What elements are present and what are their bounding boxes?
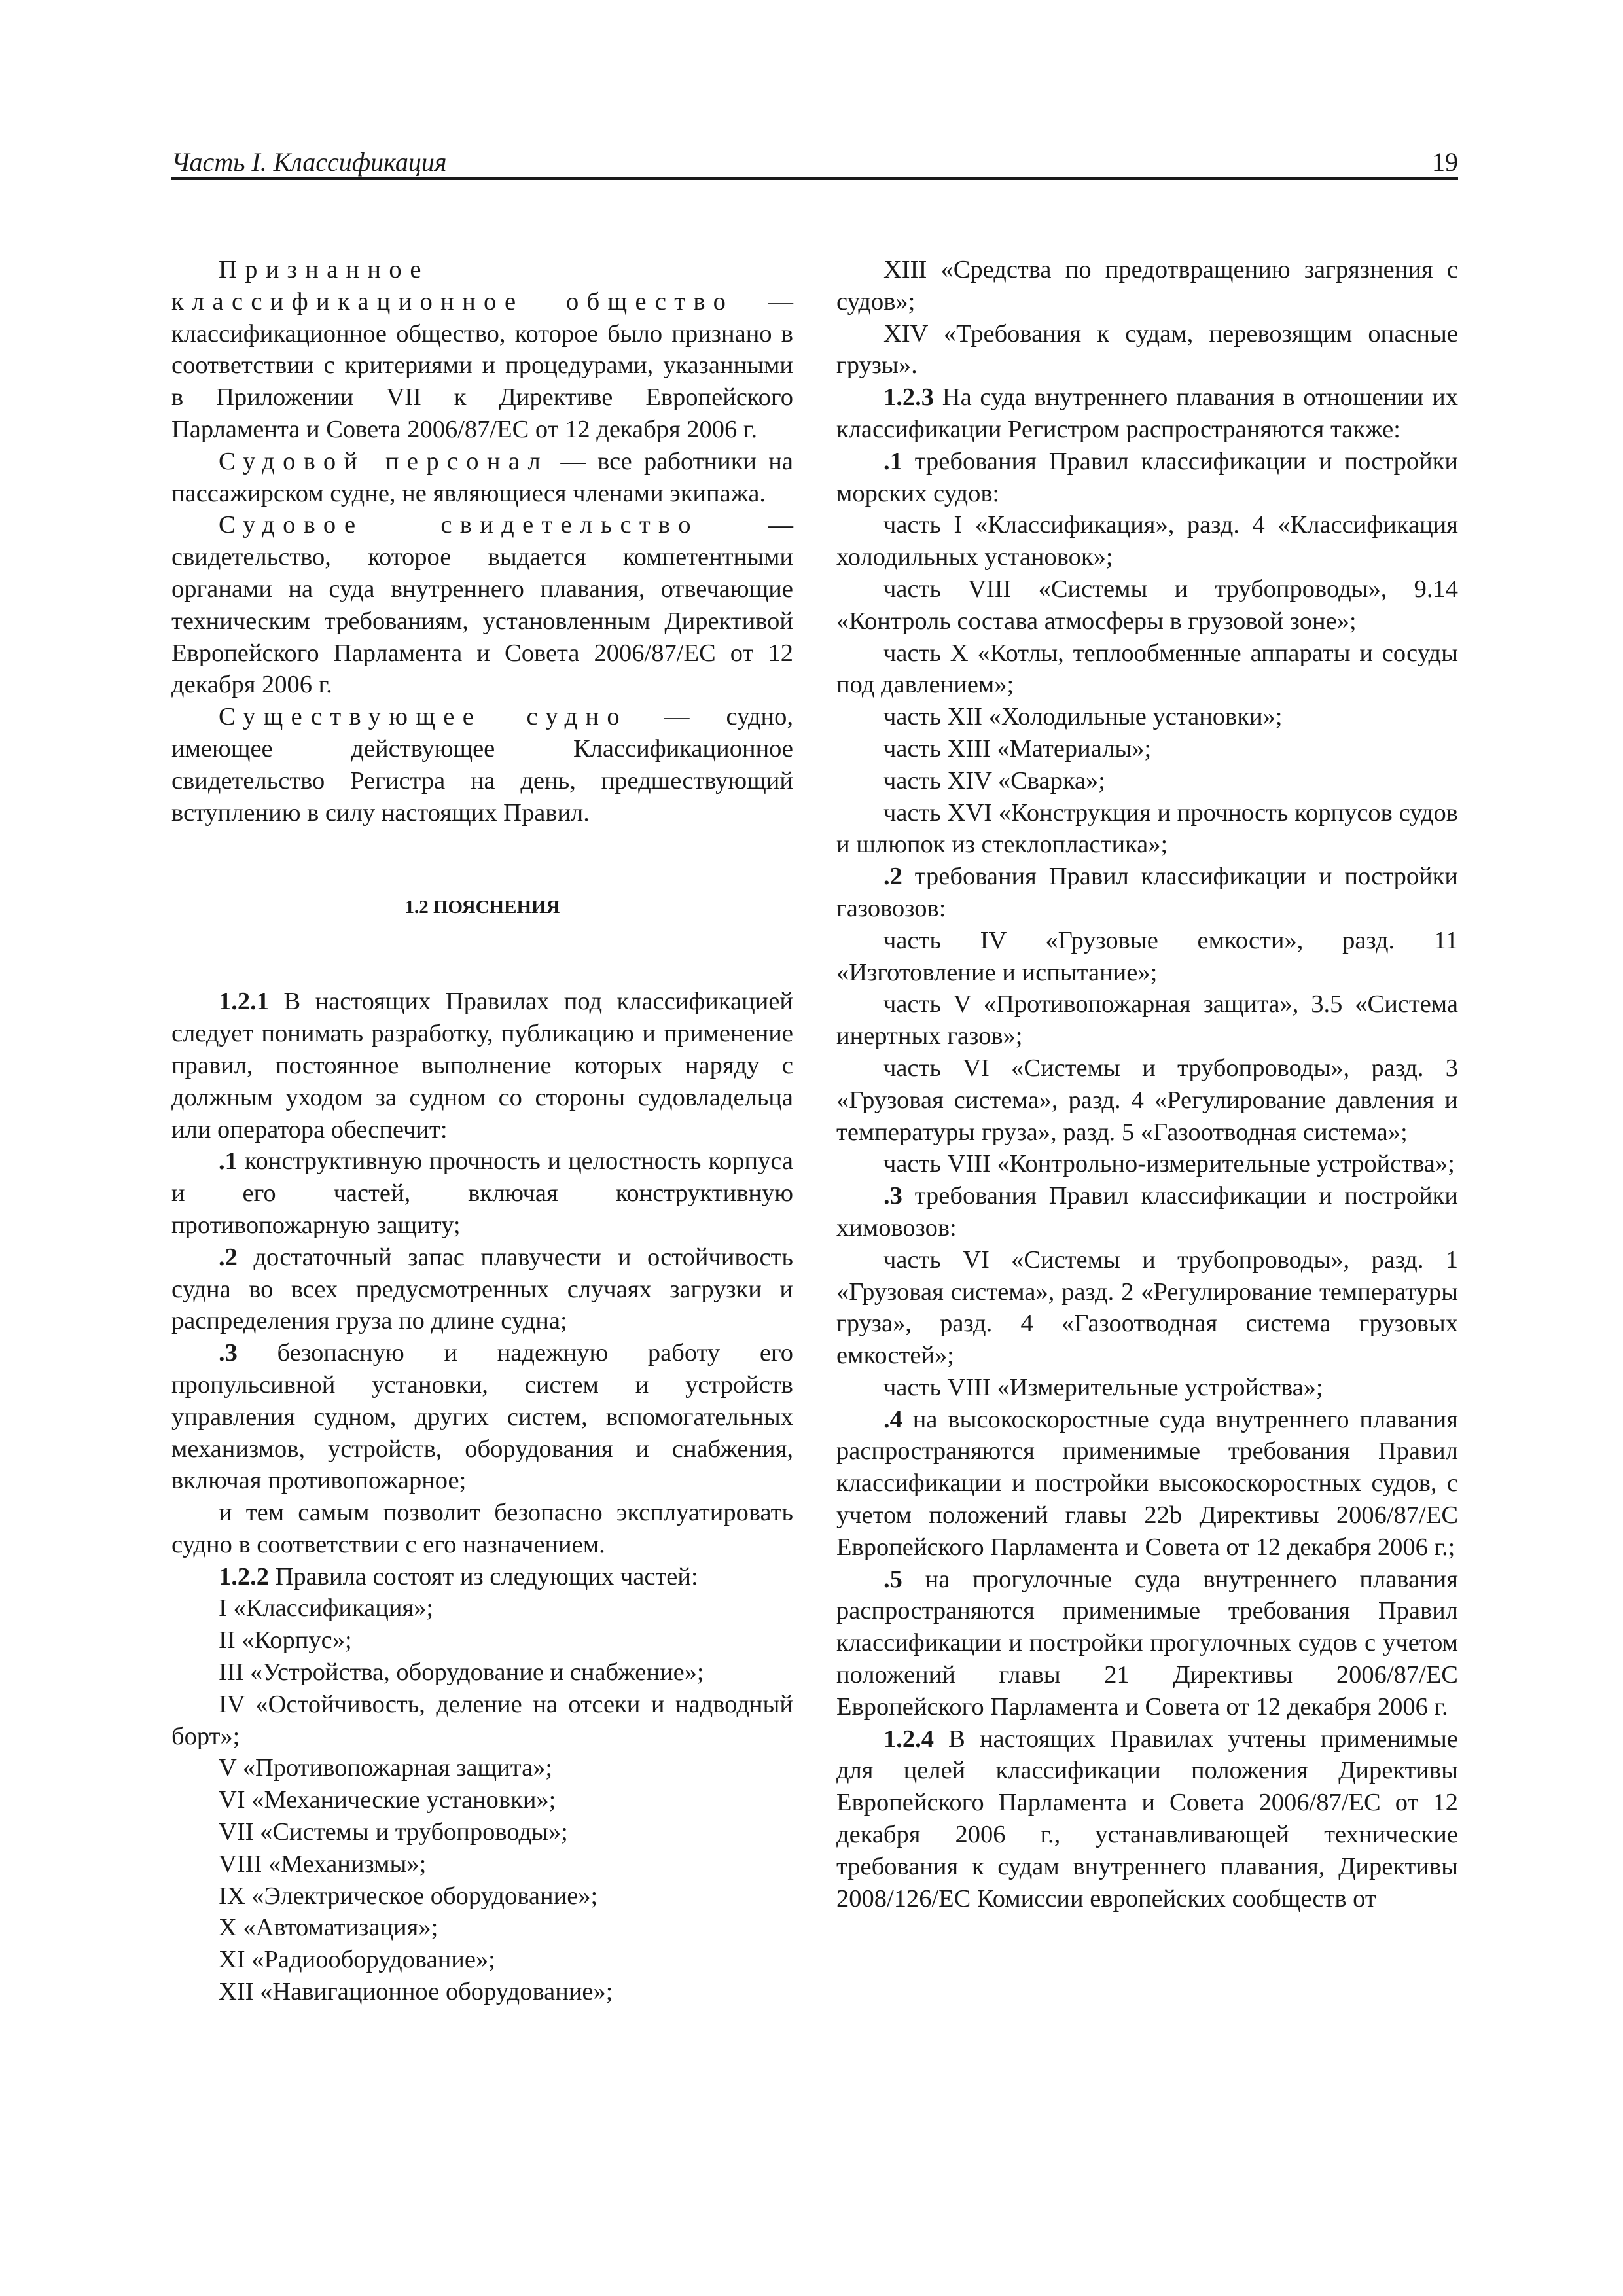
item-text: требования Правил классификации и постройки химовозов:	[836, 1182, 1458, 1242]
clause-text: На суда внутреннего плавания в отношении их классификации Регистром распространяются также:	[836, 384, 1458, 443]
sub-list-item: часть VIII «Контрольно-измерительные устройства»;	[883, 1150, 1455, 1178]
sub-list-item: часть XIII «Материалы»;	[883, 734, 1152, 762]
item-text: конструктивную прочность и целостность корпуса и его частей, включая конструктивную противопожарную защиту;	[171, 1147, 793, 1239]
spacer	[171, 829, 793, 891]
sub-list-item: часть VI «Системы и трубопроводы», разд. 1 «Грузовая система», разд. 2 «Регулирование температуры груза», разд. 4 «Газоотводная система грузовых емкостей»;	[836, 1246, 1458, 1370]
sub-list-item: часть X «Котлы, теплообменные аппараты и сосуды под давлением»;	[836, 639, 1458, 699]
part-list-item: IX «Электрическое оборудование»;	[219, 1882, 598, 1910]
definition-paragraph	[171, 446, 793, 510]
sub-list-item: часть XIV «Сварка»;	[883, 766, 1105, 795]
item-text: безопасную и надежную работу его пропульсивной установки, систем и устройств управления судном, других систем, вспомогательных механизмов, устройств, оборудования и снабжения, включая противопожарное;	[171, 1339, 793, 1495]
item-text: на прогулочные суда внутреннего плавания распространяются применимые требования Правил классификации и постройки прогулочных судов с учетом положений главы 21 Директивы 2006/87/ЕС Европейского Парламента и Совета от 12 декабря 2006 г.	[836, 1565, 1458, 1721]
definition-text: — классификационное общество, которое было признано в соответствии с критериями и процедурами, указанными в Приложении VII к Директиве Европейского Парламента и Совета 2006/87/ЕС от 12 декабря 2006 г.	[171, 287, 794, 443]
clause-number: 1.2.4	[883, 1725, 934, 1753]
list-item	[171, 1337, 793, 1497]
sub-list-item: часть VIII «Системы и трубопроводы», 9.14 «Контроль состава атмосферы в грузовой зоне»;	[836, 575, 1458, 635]
item-number: .5	[883, 1565, 902, 1593]
sub-list-item: часть XII «Холодильные установки»;	[883, 703, 1283, 731]
list-item	[836, 861, 1458, 925]
clause-paragraph	[836, 382, 1458, 446]
sub-list-item: часть VI «Системы и трубопроводы», разд. 3 «Грузовая система», разд. 4 «Регулирование давления и температуры груза», разд. 5 «Газоотводная система»;	[836, 1054, 1458, 1146]
item-text: требования Правил классификации и постройки газовозов:	[836, 863, 1458, 922]
part-list-item: IV «Остойчивость, деление на отсеки и надводный борт»;	[171, 1690, 793, 1750]
definition-text: — судно, имеющее действующее Классификационное свидетельство Регистра на день, предшествующий вступлению в силу настоящих Правил.	[171, 703, 793, 827]
definition-paragraph	[171, 254, 793, 446]
clause-text: В настоящих Правилах учтены применимые для целей классификации положения Директивы Европейского Парламента и Совета 2006/87/ЕС от 12 декабря 2006 г., устанавливающей технические требования к судам внутреннего плавания, Директивы 2008/126/ЕС Комиссии европейских сообществ от	[836, 1725, 1458, 1912]
list-item	[836, 1404, 1458, 1564]
item-text: на высокоскоростные суда внутреннего плавания распространяются применимые требования Правил классификации и постройки высокоскоростных судов, с учетом положений главы 22b Директивы 2006/87/ЕС Европейского Парламента и Совета от 12 декабря 2006 г.;	[836, 1405, 1458, 1561]
part-list-item: VI «Механические установки»;	[219, 1786, 556, 1814]
sub-list-item: часть XVI «Конструкция и прочность корпусов судов и шлюпок из стеклопластика»;	[836, 798, 1458, 859]
defined-term: Существующее судно	[219, 703, 628, 731]
item-number: .1	[883, 447, 902, 475]
defined-term: Судовой персонал	[219, 447, 549, 475]
page-number: 19	[1432, 147, 1458, 177]
part-list-item: XII «Навигационное оборудование»;	[219, 1978, 613, 2006]
definition-paragraph	[171, 509, 793, 701]
header-rule	[171, 177, 1458, 180]
right-column	[836, 254, 1458, 1914]
list-item	[836, 446, 1458, 510]
sub-list-item: часть VIII «Измерительные устройства»;	[883, 1373, 1323, 1401]
list-item	[171, 1242, 793, 1337]
item-number: .2	[219, 1243, 238, 1271]
part-list-item: XI «Радиооборудование»;	[219, 1946, 495, 1974]
sub-list-item: часть V «Противопожарная защита», 3.5 «Система инертных газов»;	[836, 990, 1458, 1050]
part-list-item: XIII «Средства по предотвращению загрязнения с судов»;	[836, 256, 1458, 315]
clause-text: Правила состоят из следующих частей:	[269, 1562, 698, 1590]
part-list-item: III «Устройства, оборудование и снабжение»;	[219, 1659, 704, 1687]
clause-paragraph	[171, 986, 793, 1145]
item-number: .4	[883, 1405, 902, 1433]
item-number: .2	[883, 863, 902, 891]
running-header	[171, 143, 1458, 179]
section-heading: 1.2 ПОЯСНЕНИЯ	[404, 897, 560, 918]
definition-text: — все работники на пассажирском судне, не являющиеся членами экипажа.	[171, 447, 793, 507]
sub-list-item: часть IV «Грузовые емкости», разд. 11 «Изготовление и испытание»;	[836, 926, 1458, 986]
list-item	[836, 1180, 1458, 1244]
item-text: достаточный запас плавучести и остойчивость судна во всех предусмотренных случаях загрузки и распределения груза по длине судна;	[171, 1243, 793, 1335]
spacer	[171, 923, 793, 986]
definition-paragraph	[171, 701, 793, 829]
part-list-item: I «Классификация»;	[219, 1594, 434, 1623]
item-number: .3	[219, 1339, 238, 1367]
left-column	[171, 254, 793, 2008]
defined-term: Признанное классификационное общество	[171, 256, 734, 315]
item-number: .3	[883, 1182, 902, 1210]
sub-list-item: часть I «Классификация», разд. 4 «Классификация холодильных установок»;	[836, 511, 1458, 571]
clause-number: 1.2.3	[883, 384, 934, 412]
list-item	[836, 1564, 1458, 1723]
clause-paragraph	[171, 1561, 793, 1593]
item-text: требования Правил классификации и постройки морских судов:	[836, 447, 1458, 507]
part-list-item: XIV «Требования к судам, перевозящим опасные грузы».	[836, 319, 1458, 380]
list-item	[171, 1145, 793, 1241]
part-list-item: X «Автоматизация»;	[219, 1914, 438, 1942]
clause-paragraph	[836, 1723, 1458, 1915]
paragraph: и тем самым позволит безопасно эксплуатировать судно в соответствии с его назначением.	[171, 1499, 793, 1558]
clause-text: В настоящих Правилах под классификацией следует понимать разработку, публикацию и применение правил, постоянное выполнение которых наряду с должным уходом за судном со стороны судовладельца или оператора обеспечит:	[171, 988, 793, 1143]
clause-number: 1.2.2	[219, 1562, 269, 1590]
part-list-item: VIII «Механизмы»;	[219, 1850, 427, 1878]
defined-term: Судовое свидетельство	[219, 511, 699, 539]
running-title: Часть I. Классификация	[171, 147, 447, 177]
clause-number: 1.2.1	[219, 988, 269, 1016]
part-list-item: V «Противопожарная защита»;	[219, 1754, 553, 1782]
part-list-item: VII «Системы и трубопроводы»;	[219, 1818, 568, 1846]
definition-text: — свидетельство, которое выдается компетентными органами на суда внутреннего плавания, отвечающие техническим требованиям, установленным Директивой Европейского Парламента и Совета 2006/87/ЕС от 12 декабря 2006 г.	[171, 511, 794, 699]
item-number: .1	[219, 1147, 238, 1175]
part-list-item: II «Корпус»;	[219, 1626, 352, 1655]
